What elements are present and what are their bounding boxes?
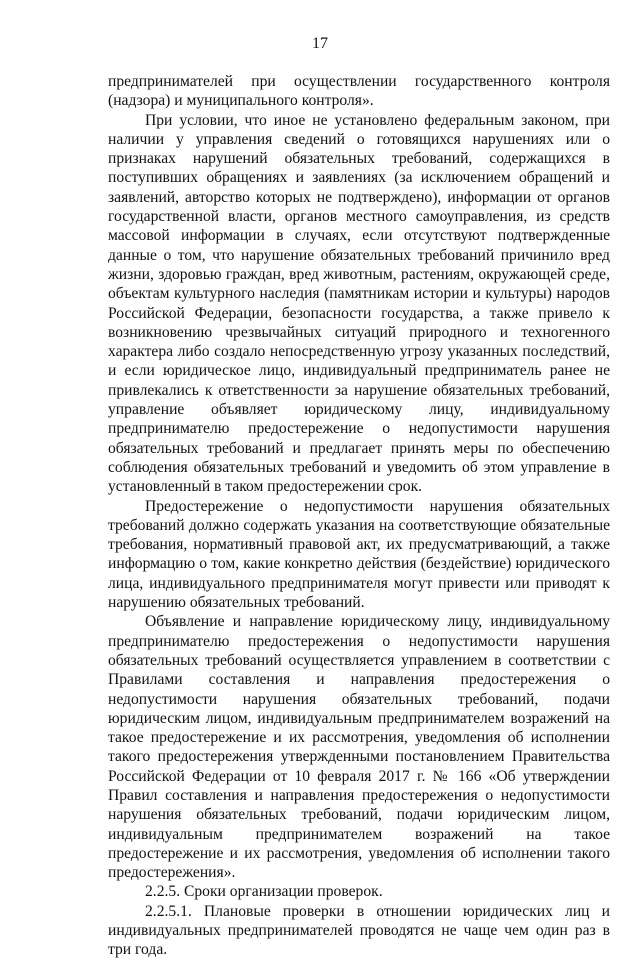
page-number: 17	[312, 35, 328, 52]
document-body	[108, 72, 610, 960]
paragraph-2-2-5-1: 2.2.5.1. Плановые проверки в отношении юридических лиц и индивидуальных предпринимателей проводятся не чаще чем один раз в три года.	[108, 902, 610, 959]
paragraph-warning-contents: Предостережение о недопустимости нарушения обязательных требований должно содержать указания на соответствующие обязательные требования, нормативный правовой акт, их предусматривающий, а также информацию о том, какие конкретно действия (бездействие) юридического лица, индивидуального предпринимателя могут привести или приводят к нарушению обязательных требований.	[108, 497, 610, 612]
paragraph-continuation: предпринимателей при осуществлении государственного контроля (надзора) и муниципального контроля».	[108, 73, 610, 110]
paragraph-warning-procedure: Объявление и направление юридическому лицу, индивидуальному предпринимателю предостережения о недопустимости нарушения обязательных требований осуществляется управлением в соответствии с Правилами составления и направления предостережения о недопустимости нарушения обязательных требований, подачи юридическим лицом, индивидуальным предпринимателем возражений на такое предостережение и их рассмотрения, уведомления об исполнении такого предостережения утвержденными постановлением Правительства Российской Федерации от 10 февраля 2017 г. № 166 «Об утверждении Правил составления и направления предостережения о недопустимости нарушения обязательных требований, подачи юридическим лицом, индивидуальным предпринимателем возражений на такое предостережение и их рассмотрения, уведомления об исполнении такого предостережения».	[108, 613, 610, 882]
section-heading-2-2-5: 2.2.5. Сроки организации проверок.	[145, 883, 383, 901]
paragraph-warning-conditions: При условии, что иное не установлено федеральным законом, при наличии у управления сведений о готовящихся нарушениях или о признаках нарушений обязательных требований, содержащихся в поступивших обращениях и заявлениях (за исключением обращений и заявлений, авторство которых не подтверждено), информации от органов государственной власти, органов местного самоуправления, из средств массовой информации в случаях, если отсутствуют подтвержденные данные о том, что нарушение обязательных требований причинило вред жизни, здоровью граждан, вред животным, растениям, окружающей среде, объектам культурного наследия (памятникам истории и культуры) народов Российской Федерации, безопасности государства, а также привело к возникновению чрезвычайных ситуаций природного и техногенного характера либо создало непосредственную угрозу указанных последствий, и если юридическое лицо, индивидуальный предприниматель ранее не привлекались к ответственности за нарушение обязательных требований, управление объявляет юридическому лицу, индивидуальному предпринимателю предостережение о недопустимости нарушения обязательных требований и предлагает принять меры по обеспечению соблюдения обязательных требований и уведомить об этом управление в установленный в таком предостережении срок.	[108, 111, 610, 496]
